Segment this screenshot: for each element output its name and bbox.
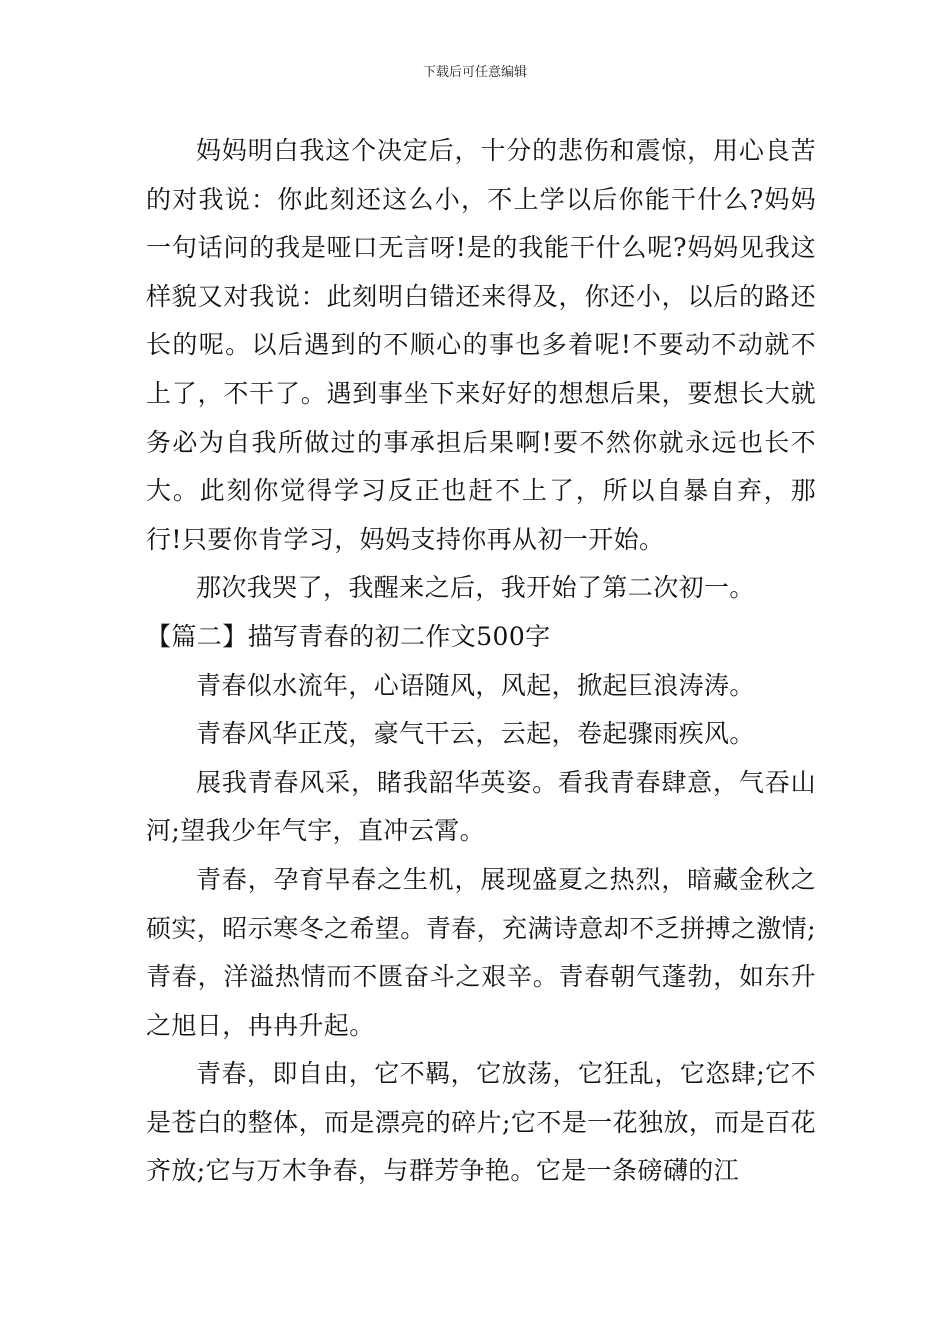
section-heading: 【篇二】描写青春的初二作文500字 xyxy=(146,621,551,651)
document-body xyxy=(146,127,816,1196)
paragraph: 展我青春风采，睹我韶华英姿。看我青春肆意，气吞山河;望我少年气宇，直冲云霄。 xyxy=(146,767,816,846)
paragraph: 青春似水流年，心语随风，风起，掀起巨浪涛涛。 xyxy=(196,670,755,700)
paragraph: 那次我哭了，我醒来之后，我开始了第二次初一。 xyxy=(196,573,755,603)
paragraph: 青春，孕育早春之生机，展现盛夏之热烈，暗藏金秋之硕实，昭示寒冬之希望。青春，充满诗意却不乏拼搏之激情;青春，洋溢热情而不匮奋斗之艰辛。青春朝气蓬勃，如东升之旭日，冉冉升起。 xyxy=(146,864,816,1040)
paragraph: 青春风华正茂，豪气干云，云起，卷起骤雨疾风。 xyxy=(196,719,755,749)
paragraph: 妈妈明白我这个决定后，十分的悲伤和震惊，用心良苦的对我说：你此刻还这么小，不上学以后你能干什么?妈妈一句话问的我是哑口无言呀!是的我能干什么呢?妈妈见我这样貌又对我说：此刻明白错还来得及，你还小，以后的路还长的呢。以后遇到的不顺心的事也多着呢!不要动不动就不上了，不干了。遇到事坐下来好好的想想后果，要想长大就务必为自我所做过的事承担后果啊!要不然你就永远也长不大。此刻你觉得学习反正也赶不上了，所以自暴自弃，那行!只要你肯学习，妈妈支持你再从初一开始。 xyxy=(146,136,816,554)
paragraph: 青春，即自由，它不羁，它放荡，它狂乱，它恣肆;它不是苍白的整体，而是漂亮的碎片;它不是一花独放，而是百花齐放;它与万木争春，与群芳争艳。它是一条磅礴的江 xyxy=(146,1059,816,1186)
page-header-caption: 下载后可任意编辑 xyxy=(422,65,527,80)
